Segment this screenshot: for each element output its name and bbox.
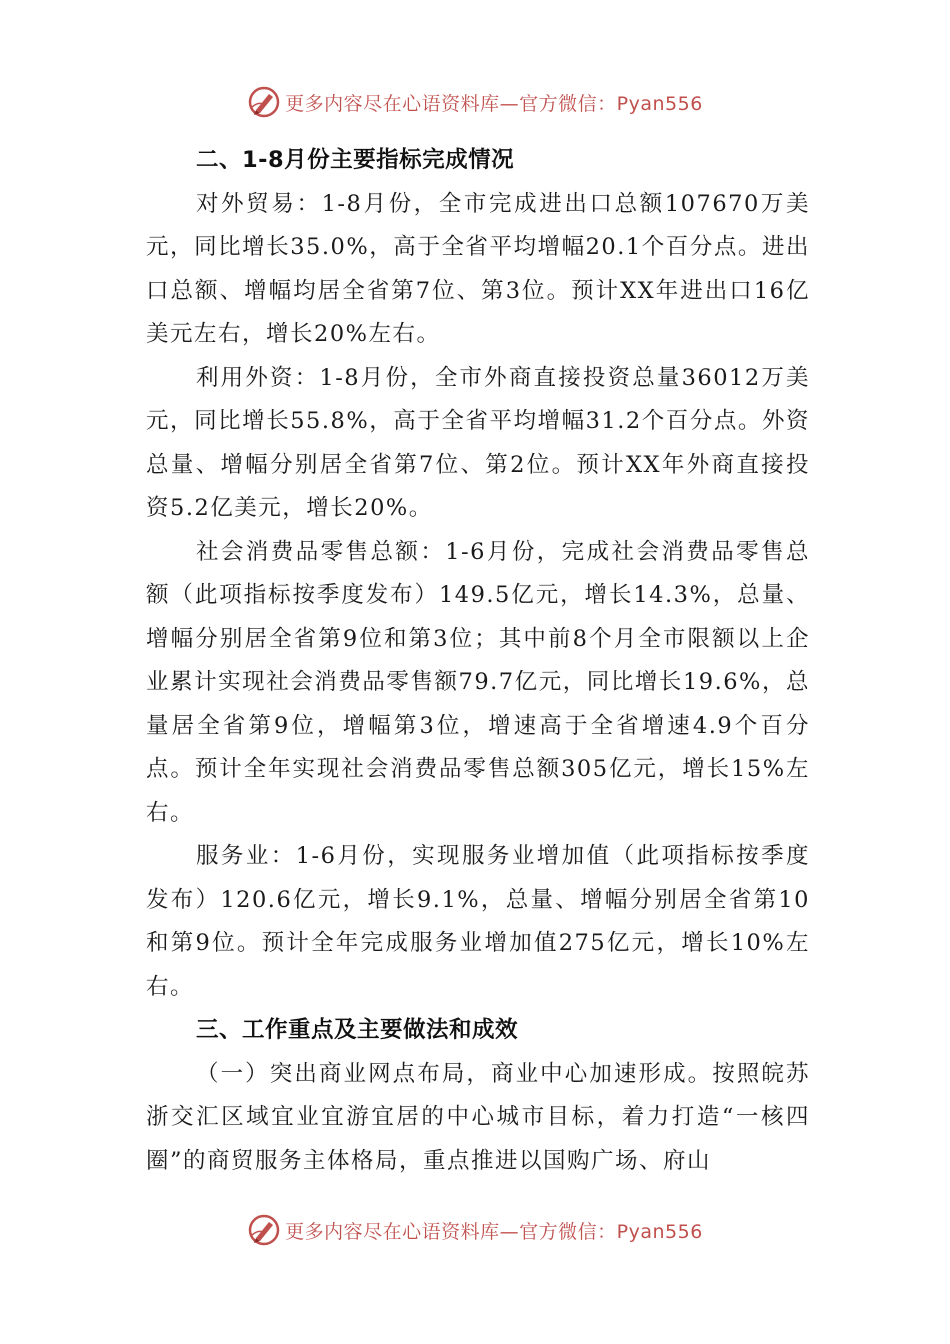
- section-heading: 二、1-8月份主要指标完成情况: [196, 147, 515, 173]
- header-banner-text: 更多内容尽在心语资料库—官方微信：Pyan556: [285, 92, 703, 115]
- body-paragraph: （一）突出商业网点布局，商业中心加速形成。按照皖苏浙交汇区域宜业宜游宜居的中心城市目标，着力打造“一核四圈”的商贸服务主体格局，重点推进以国购广场、府山: [146, 1060, 810, 1174]
- body-paragraph: 利用外资：1-8月份，全市外商直接投资总量36012万美元，同比增长55.8%，高于全省平均增幅31.2个百分点。外资总量、增幅分别居全省第7位、第2位。预计XX年外商直接投资5.2亿美元，增长20%。: [146, 364, 810, 521]
- header-banner: [0, 82, 950, 122]
- body-paragraph: 对外贸易：1-8月份，全市完成进出口总额107670万美元，同比增长35.0%，高于全省平均增幅20.1个百分点。进出口总额、增幅均居全省第7位、第3位。预计XX年进出口16亿美元左右，增长20%左右。: [146, 190, 810, 347]
- section-heading: 三、工作重点及主要做法和成效: [196, 1017, 519, 1043]
- body-paragraph: 服务业：1-6月份，实现服务业增加值（此项指标按季度发布）120.6亿元，增长9.1%，总量、增幅分别居全省第10和第9位。预计全年完成服务业增加值275亿元，增长10%左右。: [146, 843, 810, 1000]
- body-paragraph: 社会消费品零售总额：1-6月份，完成社会消费品零售总额（此项指标按季度发布）149.5亿元，增长14.3%，总量、增幅分别居全省第9位和第3位；其中前8个月全市限额以上企业累计实现社会消费品零售额79.7亿元，同比增长19.6%，总量居全省第9位，增幅第3位，增速高于全省增速4.9个百分点。预计全年实现社会消费品零售总额305亿元，增长15%左右。: [146, 538, 810, 826]
- document-body: [146, 139, 810, 1183]
- pen-logo-icon: [247, 1213, 281, 1247]
- footer-banner: [0, 1210, 950, 1250]
- pen-logo-icon: [247, 85, 281, 119]
- footer-banner-text: 更多内容尽在心语资料库—官方微信：Pyan556: [285, 1220, 703, 1243]
